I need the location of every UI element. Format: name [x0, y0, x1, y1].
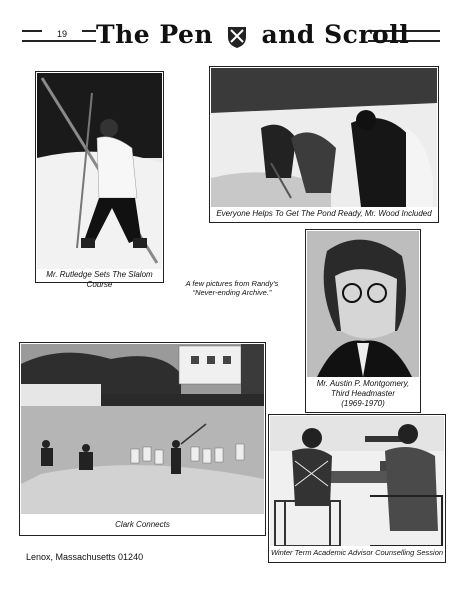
archive-note-line-1: A few pictures from Randy's [185, 279, 279, 288]
masthead-title [96, 18, 410, 52]
crest-icon [226, 25, 248, 49]
photo-frame-montgomery [305, 229, 421, 413]
archive-note [172, 279, 292, 297]
masthead-title-right: and Scroll [261, 20, 410, 49]
caption-montgomery [306, 379, 420, 409]
photo-frame-advisor [268, 414, 446, 563]
caption-baseball: Clark Connects [115, 520, 170, 529]
caption-slalom: Mr. Rutledge Sets The Slalom Course [46, 270, 153, 289]
photo-advisor [270, 416, 444, 546]
masthead-title-left: The Pen [96, 20, 214, 49]
photo-frame-slalom [35, 71, 164, 289]
photo-montgomery [307, 231, 419, 377]
footer-address: Lenox, Massachusetts 01240 [26, 552, 144, 562]
photo-baseball [21, 344, 264, 514]
caption-advisor: Winter Term Academic Advisor Counselling Session [270, 548, 444, 557]
caption-montgomery-line-1: Mr. Austin P. Montgomery, [316, 379, 410, 388]
caption-montgomery-line-3: (1969-1970) [341, 399, 385, 408]
page-number: 19 [42, 29, 82, 39]
caption-pond: Everyone Helps To Get The Pond Ready, Mr. Wood Included [216, 209, 432, 218]
caption-montgomery-line-2: Third Headmaster [330, 389, 396, 398]
photo-slalom [37, 73, 162, 269]
photo-frame-baseball [19, 342, 266, 536]
photo-frame-pond [209, 66, 439, 223]
photo-pond [211, 68, 437, 207]
archive-note-line-2: “Never-ending Archive.” [192, 288, 272, 297]
